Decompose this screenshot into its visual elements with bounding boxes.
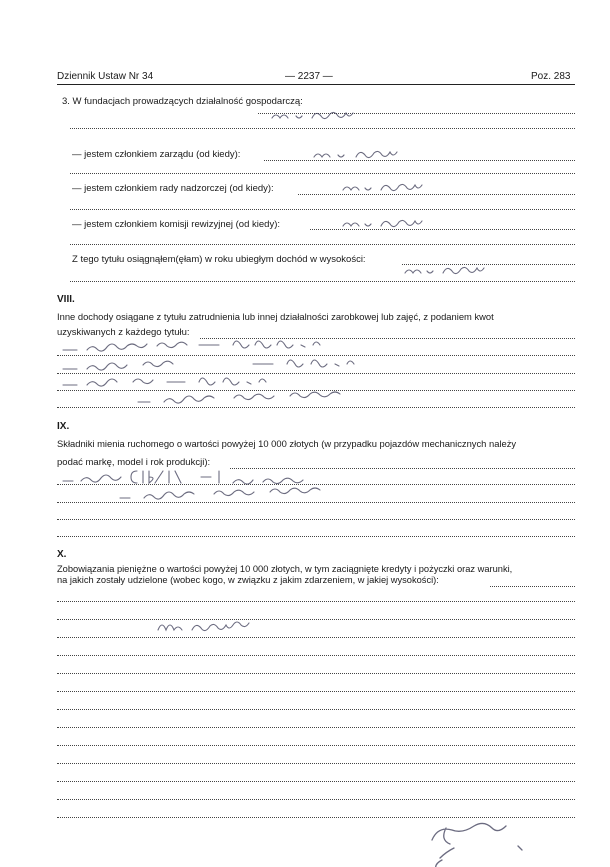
- answer-line: [402, 264, 575, 265]
- section-ix-text: Składniki mienia ruchomego o wartości powyżej 10 000 złotych (w przypadku pojazdów mechanicznych należy: [57, 438, 517, 449]
- page-number: — 2237 —: [285, 71, 333, 82]
- answer-line: [57, 484, 575, 485]
- answer-line: [70, 128, 575, 129]
- supervisory-board-label: — jestem członkiem rady nadzorczej (od kiedy):: [72, 183, 274, 194]
- management-board-label: — jestem członkiem zarządu (od kiedy):: [72, 149, 241, 160]
- answer-line: [57, 691, 575, 692]
- handwritten-entry: [343, 220, 422, 226]
- answer-line: [57, 502, 575, 503]
- section-viii-title: VIII.: [57, 294, 75, 305]
- answer-line: [57, 619, 575, 620]
- section-ix-title: IX.: [57, 421, 70, 432]
- handwritten-entry: [63, 471, 303, 484]
- handwritten-entry: [120, 488, 320, 499]
- handwritten-entry: [63, 378, 266, 386]
- section-ix-text-cont: podać markę, model i rok produkcji):: [57, 457, 211, 468]
- answer-line: [57, 519, 575, 520]
- section-x-title: X.: [57, 549, 67, 560]
- handwritten-entry: [63, 341, 320, 351]
- answer-line: [57, 673, 575, 674]
- answer-line: [57, 727, 575, 728]
- handwritten-entry: [63, 360, 354, 370]
- journal-title: Dziennik Ustaw Nr 34: [57, 71, 154, 82]
- header-rule: [57, 84, 575, 85]
- answer-line: [57, 817, 575, 818]
- answer-line: [70, 281, 575, 282]
- answer-line: [310, 229, 575, 230]
- position-number: Poz. 283: [531, 71, 571, 82]
- answer-line: [490, 586, 575, 587]
- signature: [432, 823, 522, 867]
- answer-line: [200, 338, 575, 339]
- handwritten-entry: [158, 622, 249, 631]
- audit-committee-label: — jestem członkiem komisji rewizyjnej (od kiedy):: [72, 219, 280, 230]
- answer-line: [298, 194, 575, 195]
- answer-line: [57, 637, 575, 638]
- handwritten-entry: [405, 267, 484, 273]
- answer-line: [70, 209, 575, 210]
- answer-line: [70, 173, 575, 174]
- income-label: Z tego tytułu osiągnąłem(ęłam) w roku ubiegłym dochód w wysokości:: [72, 254, 366, 265]
- answer-line: [230, 468, 575, 469]
- section-viii-text: Inne dochody osiągane z tytułu zatrudnienia lub innej działalności zarobkowej lub zajęć, z podaniem kwot: [57, 311, 494, 322]
- answer-line: [57, 601, 575, 602]
- answer-line: [264, 160, 575, 161]
- section-x-text: Zobowiązania pieniężne o wartości powyżej 10 000 złotych, w tym zaciągnięte kredyty i pożyczki oraz warunki,: [57, 564, 513, 574]
- answer-line: [258, 113, 575, 114]
- handwritten-entry: [314, 151, 397, 157]
- answer-line: [57, 355, 575, 356]
- answer-line: [57, 390, 575, 391]
- handwritten-entry: [343, 184, 422, 190]
- foundation-activity-label: 3. W fundacjach prowadzących działalność gospodarczą:: [62, 96, 303, 107]
- answer-line: [57, 655, 575, 656]
- answer-line: [57, 781, 575, 782]
- section-x-text-cont: na jakich zostały udzielone (wobec kogo, w związku z jakim zdarzeniem, w jakiej wysokości):: [57, 575, 439, 585]
- answer-line: [57, 373, 575, 374]
- answer-line: [57, 763, 575, 764]
- handwritten-entry: [138, 392, 340, 403]
- answer-line: [57, 709, 575, 710]
- answer-line: [57, 407, 575, 408]
- answer-line: [57, 799, 575, 800]
- answer-line: [57, 745, 575, 746]
- answer-line: [70, 244, 575, 245]
- answer-line: [57, 536, 575, 537]
- section-viii-text-cont: uzyskiwanych z każdego tytułu:: [57, 327, 190, 338]
